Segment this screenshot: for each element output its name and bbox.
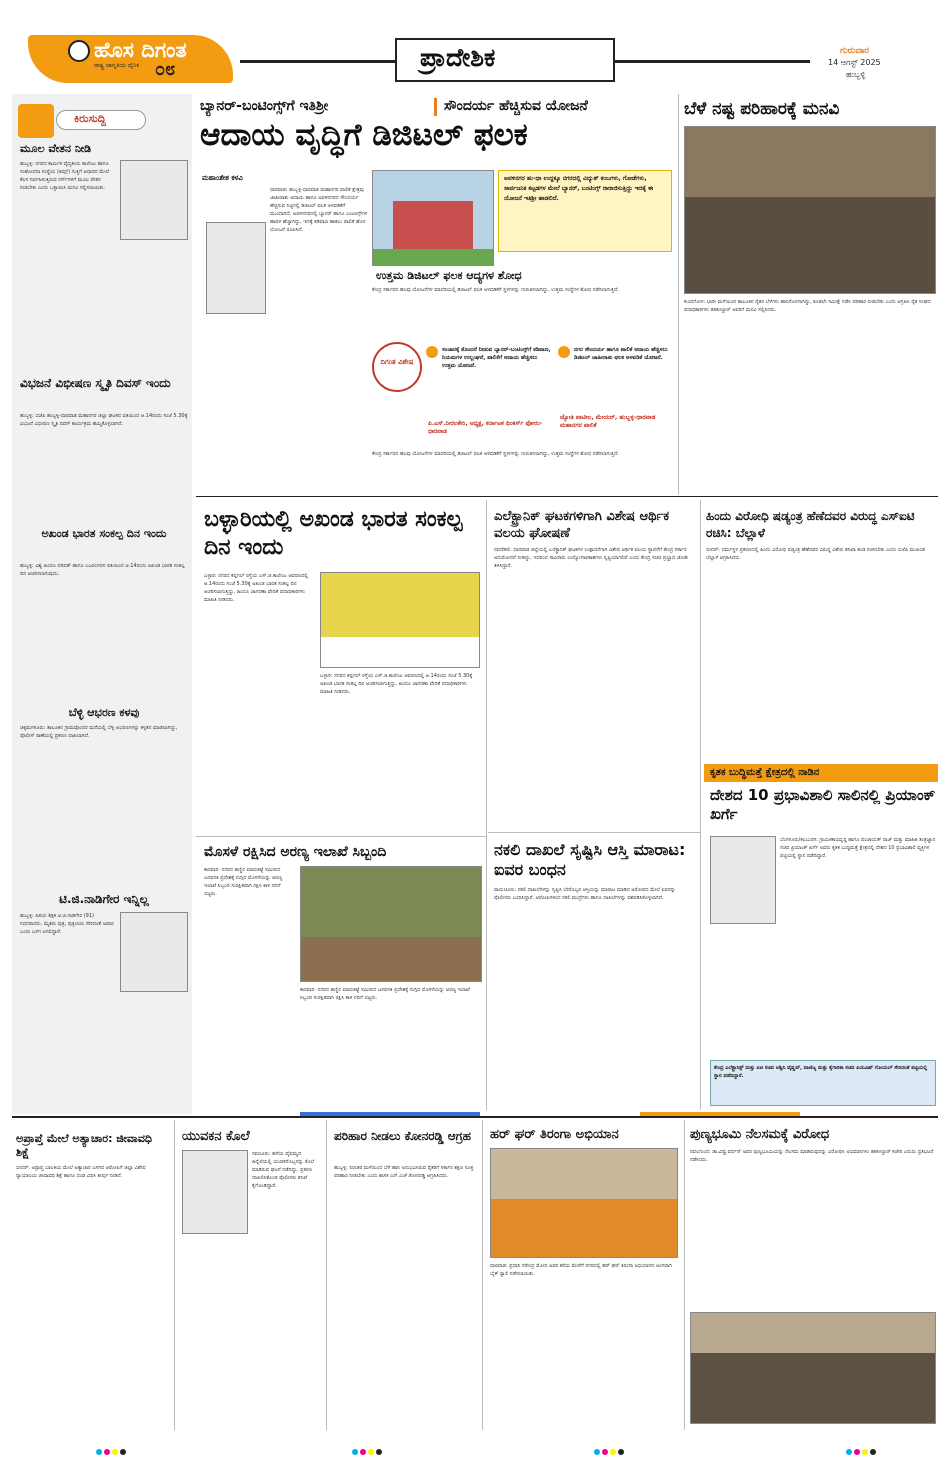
quote-1-mark xyxy=(426,346,438,358)
rally-crowd-shape xyxy=(491,1199,678,1258)
logo-text: ಹೊಸ ದಿಗಂತ xyxy=(94,38,187,62)
priyank-body: ಬೆಂಗಳೂರು/ಕಲಬುರಗಿ: ಗ್ರಾಮೀಣಾಭಿವೃದ್ಧಿ ಹಾಗೂ ಪಂಚಾಯತ್ ರಾಜ್ ಮತ್ತು ಮಾಹಿತಿ ತಂತ್ರಜ್ಞಾನ ಸಚಿವ ಪ್ರಿಯಾಂಕ್ ಖರ್ಗೆ ಅವರು ಕೃತಕ ಬುದ್ಧಿಮತ್ತೆ ಕ್ಷೇತ್ರದಲ್ಲಿ ದೇಶದ 10 ಪ್ರಭಾವಿಶಾಲಿ ವ್ಯಕ್ತಿಗಳ ಪಟ್ಟಿಯಲ್ಲಿ ಸ್ಥಾನ ಪಡೆದಿದ್ದಾರೆ. xyxy=(780,837,936,859)
victim-photo xyxy=(182,1150,248,1234)
masthead xyxy=(0,0,945,92)
brief-header xyxy=(12,100,192,140)
lead-body: ಧಾರವಾಡ: ಹುಬ್ಬಳ್ಳಿ-ಧಾರವಾಡ ಮಹಾನಗರ ಪಾಲಿಕೆ ಕ್ಷೇತ್ರವು ಜಾಹೀರಾತು ಆದಾಯ ಹಾಗೂ ಅವಳಿನಗರದ ಸೌಂದರ್ಯ ಹೆಚ್ಚಿಸುವ ನಿಟ್ಟಿನಲ್ಲಿ ಡಿಜಿಟಲ್ ಫಲಕ ಅಳವಡಿಕೆಗೆ ಮುಂದಾಗಿದೆ. ಅವಳಿನಗರದಲ್ಲಿ ಬ್ಯಾನರ್ ಹಾಗೂ ಬಂಟಿಂಗ್ಸ್‌ಗಳ ಹಾವಳಿ ಹೆಚ್ಚಾಗಿದ್ದು, ಇದಕ್ಕೆ ಕಡಿವಾಣ ಹಾಕಲು ಪಾಲಿಕೆ ಹೊಸ ಯೋಜನೆ ರೂಪಿಸಿದೆ. xyxy=(270,187,368,233)
rally-photo xyxy=(490,1148,678,1258)
special-stamp-text: ದಿಗಂತ ವಿಶೇಷ xyxy=(380,358,414,366)
col-rule-b2 xyxy=(326,1120,327,1430)
section-rule-right xyxy=(615,60,810,63)
ballari-body-2: ಬಳ್ಳಾರಿ: ನಗರದ ಕಪ್ಪಗಲ್ ರಸ್ತೆಯ ಎಸ್.ಜಿ.ಕಾಲೇಜು ಆವರಣದಲ್ಲಿ ಆ.14ರಂದು ಸಂಜೆ 5.30ಕ್ಕೆ ಅಖಂಡ ಭಾರತ ಸಂಕಲ್ಪ ದಿನ ಆಚರಿಸಲಾಗುತ್ತಿದ್ದು, ಹಿಂದೂ ಜಾಗರಣಾ ವೇದಿಕೆ ಪದಾಧಿಕಾರಿಗಳು ಮಾಹಿತಿ ನೀಡಿದರು. xyxy=(320,673,473,695)
bottom-5-title: ಪುಣ್ಯಭೂಮಿ ನೆಲಸಮಕ್ಕೆ ವಿರೋಧ xyxy=(690,1127,830,1142)
col-rule-b3 xyxy=(482,1120,483,1430)
col-rule-2 xyxy=(486,500,487,1110)
brief-1-photo xyxy=(120,160,188,240)
col-rule-1 xyxy=(678,94,679,494)
sub-title: ಉತ್ತಮ ಡಿಜಿಟಲ್ ಫಲಕ ಆದ್ಯಗಳ ಶೋಧ xyxy=(376,269,522,282)
priyank-photo xyxy=(710,836,776,924)
bottom-story-2 xyxy=(178,1120,324,1430)
ballari-headline: ಬಳ್ಳಾರಿಯಲ್ಲಿ ಅಖಂಡ ಭಾರತ ಸಂಕಲ್ಪ ದಿನ ಇಂದು xyxy=(204,507,463,560)
lead-kicker-a: ಬ್ಯಾನರ್-ಬಂಟಿಂಗ್ಸ್‌ಗೆ ಇತಿಶ್ರೀ xyxy=(200,98,329,114)
hand-icon xyxy=(18,104,54,138)
hindu-headline: ಹಿಂದು ವಿರೋಧಿ ಷಡ್ಯಂತ್ರ ಹೆಣೆದವರ ವಿರುದ್ಧ ಎಸ್‌ಐಟಿ ರಚಿಸಿ: ಬೆಲ್ಲಾಳೆ xyxy=(706,509,915,540)
sub-body: ಕೇಂದ್ರ ಸರ್ಕಾರದ ಹಲವು ಯೋಜನೆಗಳ ಮಾದರಿಯಲ್ಲಿ ಡಿಜಿಟಲ್ ಫಲಕ ಅಳವಡಿಕೆಗೆ ಸ್ಥಳಗಳನ್ನು ಗುರುತಿಸಲಾಗಿದ್ದು, ಉತ್ತಮ ಸಂಸ್ಥೆಗಳ ಶೋಧ ನಡೆಸಲಾಗುತ್ತಿದೆ. xyxy=(372,287,620,293)
fraud-story xyxy=(490,836,698,1110)
brief-1-title: ಮೂಲ ವೇತನ ನೀಡಿ xyxy=(20,142,92,155)
ground-shape xyxy=(301,937,482,982)
mayor-photo xyxy=(206,222,266,314)
crowd-shape xyxy=(685,197,936,294)
bottom-4-title: ಹರ್ ಘರ್ ತಿರಂಗಾ ಅಭಿಯಾನ xyxy=(490,1127,619,1142)
protest-crowd-shape xyxy=(691,1353,936,1424)
row-rule-2 xyxy=(196,836,486,837)
electronics-headline: ಎಲೆಕ್ಟ್ರಾನಿಕ್ ಘಟಕಗಳಿಗಾಗಿ ವಿಶೇಷ ಆರ್ಥಿಕ ವಲಯ ಘೋಷಣೆ xyxy=(494,509,670,541)
crop-body: ಕುಂದಗೋಳ: ಭಾರೀ ಮಳೆಯಿಂದ ತಾಲೂಕಿನ ರೈತರ ಬೆಳೆಗಳು ಹಾನಿಗೊಳಗಾಗಿದ್ದು, ಕೂಡಲೇ ಸಮೀಕ್ಷೆ ನಡೆಸಿ ಪರಿಹಾರ ನೀಡಬೇಕು ಎಂದು ಆಗ್ರಹಿಸಿ ರೈತ ಸಂಘದ ಪದಾಧಿಕಾರಿಗಳು ತಹಸೀಲ್ದಾರ್ ಅವರಿಗೆ ಮನವಿ ಸಲ್ಲಿಸಿದರು. xyxy=(684,299,931,313)
hindu-body: ಬೀದರ್: ಧರ್ಮಸ್ಥಳ ಪ್ರಕರಣದಲ್ಲಿ ಹಿಂದು ವಿರೋಧಿ ಷಡ್ಯಂತ್ರ ಹೆಣೆದವರ ವಿರುದ್ಧ ವಿಶೇಷ ತನಿಖಾ ತಂಡ ರಚಿಸಬೇಕು ಎಂದು ಬಿಜೆಪಿ ಮುಖಂಡ ಬೆಲ್ಲಾಳೆ ಆಗ್ರಹಿಸಿದರು. xyxy=(706,547,925,561)
brief-2-body: ಹುಬ್ಬಳ್ಳಿ: ಬಿಜೆಪಿ ಹುಬ್ಬಳ್ಳಿ-ಧಾರವಾಡ ಮಹಾನಗರ ಜಿಲ್ಲಾ ಘಟಕದ ವತಿಯಿಂದ ಆ.14ರಂದು ಸಂಜೆ 5.30ಕ್ಕೆ ವಿಭಜನೆ ವಿಭೀಷಣ ಸ್ಮೃತಿ ದಿವಸ್ ಕಾರ್ಯಕ್ರಮ ಹಮ್ಮಿಕೊಳ್ಳಲಾಗಿದೆ. xyxy=(20,413,188,427)
brief-5-title: ಟಿ.ಜಿ.ನಾಡಿಗೇರ ಇನ್ನಿಲ್ಲ xyxy=(59,892,149,906)
forest-body-2: ಕಾರವಾರ: ನಗರದ ಹಣ್ಣಿನ ಮಾರುಕಟ್ಟೆ ಸಮೀಪದ ಜನವಸತಿ ಪ್ರದೇಶಕ್ಕೆ ನುಗ್ಗಿದ ಮೊಸಳೆಯನ್ನು ಅರಣ್ಯ ಇಲಾಖೆ ಸಿಬ್ಬಂದಿ ಸುರಕ್ಷಿತವಾಗಿ ರಕ್ಷಿಸಿ ಕಾಳಿ ನದಿಗೆ ಬಿಟ್ಟರು. xyxy=(300,987,470,1001)
building-shape xyxy=(393,201,473,251)
row-rule-1 xyxy=(196,496,938,497)
lead-byline: ಮಹಾಂತೇಶ ಕಳವಿ xyxy=(202,174,243,182)
crop-photo xyxy=(684,126,936,294)
electronics-body: ನವದೆಹಲಿ: ಧಾರವಾಡ ಜಿಲ್ಲೆಯಲ್ಲಿ ಎಲೆಕ್ಟ್ರಾನಿಕ್ ಘಟಕಗಳ ಉತ್ಪಾದನೆಗಾಗಿ ವಿಶೇಷ ಆರ್ಥಿಕ ವಲಯ ಸ್ಥಾಪನೆಗೆ ಕೇಂದ್ರ ಸರ್ಕಾರ ಅನುಮೋದನೆ ನೀಡಿದ್ದು, ಇದರಿಂದ ಸಾವಿರಾರು ಉದ್ಯೋಗಾವಕಾಶಗಳು ಸೃಷ್ಟಿಯಾಗಲಿವೆ ಎಂದು ಕೇಂದ್ರ ಸಚಿವ ಪ್ರಲ್ಹಾದ ಜೋಶಿ ತಿಳಿಸಿದ್ದಾರೆ. xyxy=(494,547,688,569)
brief-label: ಕಿರುಸುದ್ದಿ xyxy=(74,112,106,125)
section-rule-left xyxy=(240,60,395,63)
forest-headline: ಮೊಸಳೆ ರಕ್ಷಿಸಿದ ಅರಣ್ಯ ಇಲಾಖೆ ಸಿಬ್ಬಂದಿ xyxy=(204,844,387,860)
bottom-2-body: ಸವಣೂರು: ಹಳೆಯ ವೈಷಮ್ಯದ ಹಿನ್ನೆಲೆಯಲ್ಲಿ ಯುವಕನೊಬ್ಬನನ್ನು ಕೊಲೆ ಮಾಡಿರುವ ಘಟನೆ ನಡೆದಿದ್ದು, ಪ್ರಕರಣ ದಾಖಲಿಸಿಕೊಂಡ ಪೊಲೀಸರು ತನಿಖೆ ಕೈಗೊಂಡಿದ್ದಾರೆ. xyxy=(252,1151,315,1189)
crocodile-photo xyxy=(300,866,482,982)
priyank-kicker: ಕೃತಕ ಬುದ್ಧಿಮತ್ತೆ ಕ್ಷೇತ್ರದಲ್ಲಿ ನಾಡಿನ xyxy=(710,767,820,778)
logo-tagline: ರಾಷ್ಟ್ರ ಜಾಗೃತಿಯ ದೈನಿಕ xyxy=(94,62,140,69)
lead-body-cont: ಕೇಂದ್ರ ಸರ್ಕಾರದ ಹಲವು ಯೋಜನೆಗಳ ಮಾದರಿಯಲ್ಲಿ ಡಿಜಿಟಲ್ ಫಲಕ ಅಳವಡಿಕೆಗೆ ಸ್ಥಳಗಳನ್ನು ಗುರುತಿಸಲಾಗಿದ್ದು, ಉತ್ತಮ ಸಂಸ್ಥೆಗಳ ಶೋಧ ನಡೆಸಲಾಗುತ್ತಿದೆ. xyxy=(372,451,620,457)
col-rule-3 xyxy=(700,500,701,1110)
ballari-body: ಬಳ್ಳಾರಿ: ನಗರದ ಕಪ್ಪಗಲ್ ರಸ್ತೆಯ ಎಸ್.ಜಿ.ಕಾಲೇಜು ಆವರಣದಲ್ಲಿ ಆ.14ರಂದು ಸಂಜೆ 5.30ಕ್ಕೆ ಅಖಂಡ ಭಾರತ ಸಂಕಲ್ಪ ದಿನ ಆಚರಿಸಲಾಗುತ್ತಿದ್ದು, ಹಿಂದೂ ಜಾಗರಣಾ ವೇದಿಕೆ ಪದಾಧಿಕಾರಿಗಳು ಮಾಹಿತಿ ನೀಡಿದರು. xyxy=(204,573,309,603)
hindu-story xyxy=(704,500,938,760)
crop-headline: ಬೆಳೆ ನಷ್ಟ ಪರಿಹಾರಕ್ಕೆ ಮನವಿ xyxy=(684,99,840,119)
brief-5-body: ಹುಬ್ಬಳ್ಳಿ: ಹಿರಿಯ ಶಿಕ್ಷಕ ಟಿ.ಜಿ.ನಾಡಿಗೇರ (91) ನಿಧನರಾದರು. ಮೃತರು ಪುತ್ರ, ಪುತ್ರಿಯರು ಸೇರಿದಂತೆ ಅಪಾರ ಬಂಧು ಬಳಗ ಅಗಲಿದ್ದಾರೆ. xyxy=(20,913,114,935)
logo-icon xyxy=(68,40,90,62)
bottom-1-title: ಅಪ್ರಾಪ್ತೆ ಮೇಲೆ ಅತ್ಯಾಚಾರ: ಜೀವಾವಧಿ ಶಿಕ್ಷೆ xyxy=(16,1132,152,1159)
ballari-story xyxy=(196,500,484,836)
brief-3-body: ಹುಬ್ಬಳ್ಳಿ: ವಿಶ್ವ ಹಿಂದೂ ಪರಿಷತ್ ಹಾಗೂ ಬಜರಂಗದಳ ವತಿಯಿಂದ ಆ.14ರಂದು ಅಖಂಡ ಭಾರತ ಸಂಕಲ್ಪ ದಿನ ಆಚರಿಸಲಾಗುವುದು. xyxy=(20,563,185,577)
registration-marks-2 xyxy=(352,1440,384,1459)
press-table-shape xyxy=(321,637,480,668)
col-rule-b1 xyxy=(174,1120,175,1430)
brief-3-title: ಅಖಂಡ ಭಾರತ ಸಂಕಲ್ಪ ದಿನ ಇಂದು xyxy=(41,527,167,540)
quote-1-text: ಸಂಚಾರಕ್ಕೆ ತೊಂದರೆ ನೀಡುವ ಬ್ಯಾನರ್-ಬಂಟಿಂಗ್ಸ್‌ಗೆ ಕಡಿವಾಣ, ನಿಯಮಗಳ ಉಲ್ಲಂಘನೆ, ಪಾಲಿಕೆಗೆ ಆದಾಯ ಹೆಚ್ಚಿಸಲು ಉತ್ತಮ ಯೋಜನೆ. xyxy=(442,347,551,369)
quote-2-mark xyxy=(558,346,570,358)
highlight-text: ಅವಳಿನಗರ ಹು-ಧಾ ಉದ್ದಕ್ಕೂ ನಗರದಲ್ಲಿ ವಿದ್ಯುತ್ ಕಂಬಗಳು, ಗೋಡೆಗಳು, ಸಾರ್ವಜನಿಕ ಕಟ್ಟಡಗಳ ಮೇಲೆ ಬ್ಯಾನರ್, ಬಂಟಿಂಗ್ಸ್ ರಾರಾಜಿಸುತ್ತಿದ್ದು ಇದಕ್ಕೆ ಈ ಯೋಜನೆ ಇತಿಶ್ರೀ ಹಾಡಲಿದೆ. xyxy=(504,175,654,202)
bottom-story-4 xyxy=(486,1120,682,1430)
brief-4-title: ಬೆಳ್ಳಿ ಆಭರಣ ಕಳವು xyxy=(68,706,140,719)
fraud-body: ರಾಯಚೂರು: ನಕಲಿ ದಾಖಲೆಗಳನ್ನು ಸೃಷ್ಟಿಸಿ ಬೇರೊಬ್ಬರ ಆಸ್ತಿಯನ್ನು ಮಾರಾಟ ಮಾಡಿದ ಆರೋಪದ ಮೇಲೆ ಐವರನ್ನು ಪೊಲೀಸರು ಬಂಧಿಸಿದ್ದಾರೆ. ಆರೋಪಿಗಳಿಂದ ನಕಲಿ ಮುದ್ರೆಗಳು ಹಾಗೂ ದಾಖಲೆಗಳನ್ನು ವಶಪಡಿಸಿಕೊಳ್ಳಲಾಗಿದೆ. xyxy=(494,887,676,901)
bottom-3-title: ಪರಿಹಾರ ನೀಡಲು ಕೋನರಡ್ಡಿ ಆಗ್ರಹ xyxy=(334,1129,471,1143)
registration-marks-4 xyxy=(846,1440,878,1459)
quote-2-text: ನಗರ ಸೌಂದರ್ಯ ಹಾಗೂ ಪಾಲಿಕೆ ಆದಾಯ ಹೆಚ್ಚಿಸಲು ಡಿಜಿಟಲ್ ಜಾಹೀರಾತು ಫಲಕ ಅಳವಡಿಕೆ ಯೋಜನೆ. xyxy=(574,347,668,361)
ballari-photo xyxy=(320,572,480,668)
priyank-box-text: ಕೇಂದ್ರ ಎಲೆಕ್ಟ್ರಾನಿಕ್ಸ್ ಮತ್ತು ಐಟಿ ಸಚಿವ ಅಶ್ವಿನಿ ವೈಷ್ಣವ್, ವಾಣಿಜ್ಯ ಮತ್ತು ಕೈಗಾರಿಕಾ ಸಚಿವ ಪಿಯೂಷ್ ಗೋಯಲ್ ಸೇರಿದಂತೆ ಪಟ್ಟಿಯಲ್ಲಿ ಸ್ಥಾನ ಪಡೆದಿದ್ದಾರೆ. xyxy=(714,1065,928,1079)
row-rule-4 xyxy=(12,1116,938,1118)
bottom-story-3 xyxy=(330,1120,480,1430)
lead-headline: ಆದಾಯ ವೃದ್ಧಿಗೆ ಡಿಜಿಟಲ್ ಫಲಕ xyxy=(200,117,528,153)
bottom-5-body: ನವಲಗುಂದ: ಡಾ.ವಿಷ್ಣುವರ್ಧನ್ ಅವರ ಪುಣ್ಯಭೂಮಿಯನ್ನು ನೆಲಸಮ ಮಾಡಿರುವುದನ್ನು ವಿರೋಧಿಸಿ ಅಭಿಮಾನಿಗಳು ತಹಸೀಲ್ದಾರ್ ಕಚೇರಿ ಎದುರು ಪ್ರತಿಭಟನೆ ನಡೆಸಿದರು. xyxy=(690,1149,934,1163)
brief-2-title: ವಿಭಜನೆ ವಿಭೀಷಣ ಸ್ಮೃತಿ ದಿವಸ್ ಇಂದು xyxy=(20,376,171,390)
quote-2-attribution: ಜ್ಯೋತಿ ಪಾಟೀಲ, ಮೇಯರ್, ಹುಬ್ಬಳ್ಳಿ-ಧಾರವಾಡ ಮಹಾನಗರ ಪಾಲಿಕೆ xyxy=(560,414,656,429)
bottom-2-title: ಯುವಕನ ಕೊಲೆ xyxy=(182,1129,250,1144)
brief-4-body: ಚಿಕ್ಕಮಗಳೂರು: ತಾಲೂಕಿನ ಗ್ರಾಮವೊಂದರ ಮನೆಯಲ್ಲಿ ಬೆಳ್ಳಿ ಆಭರಣಗಳನ್ನು ಕಳ್ಳತನ ಮಾಡಲಾಗಿದ್ದು, ಪೊಲೀಸ್ ಠಾಣೆಯಲ್ಲಿ ಪ್ರಕರಣ ದಾಖಲಾಗಿದೆ. xyxy=(20,725,178,739)
quote-1-attribution: ಪಿ.ಎಸ್.ನೀರಲಕೇರಿ, ಅಧ್ಯಕ್ಷ, ಕರ್ನಾಟಕ ಥಿಂಕರ್ಸ್ ಫೋರಂ-ಧಾರವಾಡ xyxy=(428,420,543,435)
priyank-headline: ದೇಶದ 10 ಪ್ರಭಾವಿಶಾಲಿ ಸಾಲಿನಲ್ಲಿ ಪ್ರಿಯಾಂಕ್ ಖರ್ಗೆ xyxy=(710,786,936,823)
bottom-story-5 xyxy=(688,1120,938,1430)
municipal-building-photo xyxy=(372,170,494,266)
day: ಗುರುವಾರ xyxy=(840,46,870,56)
forest-story xyxy=(196,838,486,1110)
city: ಹುಬ್ಬಳ್ಳಿ xyxy=(846,70,866,79)
lawn-shape xyxy=(373,249,494,266)
bottom-accent-right xyxy=(640,1112,800,1116)
crop-story xyxy=(682,94,938,494)
col-rule-b4 xyxy=(684,1120,685,1430)
date: 14 ಆಗಸ್ಟ್ 2025 xyxy=(828,58,881,67)
fraud-headline: ನಕಲಿ ದಾಖಲೆ ಸೃಷ್ಟಿಸಿ ಆಸ್ತಿ ಮಾರಾಟ: ಐವರ ಬಂಧನ xyxy=(494,840,686,879)
electronics-story xyxy=(490,500,698,830)
brief-1-body: ಹುಬ್ಬಳ್ಳಿ: ನಗರದ ಕಾರ್ಮಿಕ ವೈದ್ಯಕೀಯ ಕಾಲೇಜು ಹಾಗೂ ಸಂಶೋಧನಾ ಸಂಸ್ಥೆಯ (ಕಿಮ್ಸ್) ಗುತ್ತಿಗೆ ಆಧಾರದ ಮೇಲೆ ಕೆಲಸ ನಿರ್ವಹಿಸುತ್ತಿರುವ ನರ್ಸ್‌ಗಳಿಗೆ ಮೂಲ ವೇತನ ನೀಡಬೇಕು ಎಂದು ಒತ್ತಾಯಿಸಿ ಮನವಿ ಸಲ್ಲಿಸಲಾಯಿತು. xyxy=(20,161,110,191)
forest-body: ಕಾರವಾರ: ನಗರದ ಹಣ್ಣಿನ ಮಾರುಕಟ್ಟೆ ಸಮೀಪದ ಜನವಸತಿ ಪ್ರದೇಶಕ್ಕೆ ನುಗ್ಗಿದ ಮೊಸಳೆಯನ್ನು ಅರಣ್ಯ ಇಲಾಖೆ ಸಿಬ್ಬಂದಿ ಸುರಕ್ಷಿತವಾಗಿ ರಕ್ಷಿಸಿ ಕಾಳಿ ನದಿಗೆ ಬಿಟ್ಟರು. xyxy=(204,867,283,897)
bottom-3-body: ಹುಬ್ಬಳ್ಳಿ: ನಿರಂತರ ಮಳೆಯಿಂದ ಬೆಳೆ ಹಾನಿ ಅನುಭವಿಸಿರುವ ರೈತರಿಗೆ ಸರ್ಕಾರ ತಕ್ಷಣ ಸೂಕ್ತ ಪರಿಹಾರ ನೀಡಬೇಕು ಎಂದು ಶಾಸಕ ಎನ್.ಎಚ್.ಕೋನರಡ್ಡಿ ಆಗ್ರಹಿಸಿದರು. xyxy=(334,1165,474,1179)
page-number: ೦೮ xyxy=(155,59,176,80)
row-rule-3 xyxy=(488,832,700,833)
bottom-1-body: ಬೀದರ್: ಅಪ್ರಾಪ್ತ ಬಾಲಕಿಯ ಮೇಲೆ ಅತ್ಯಾಚಾರ ಎಸಗಿದ ಆರೋಪಿಗೆ ಜಿಲ್ಲಾ ವಿಶೇಷ ನ್ಯಾಯಾಲಯ ಜೀವಾವಧಿ ಶಿಕ್ಷೆ ಹಾಗೂ ದಂಡ ವಿಧಿಸಿ ತೀರ್ಪು ನೀಡಿದೆ. xyxy=(16,1165,146,1179)
brief-5-photo xyxy=(120,912,188,992)
kicker-divider xyxy=(434,98,437,116)
registration-marks-3 xyxy=(594,1440,626,1459)
special-stamp xyxy=(372,342,422,392)
protest-photo xyxy=(690,1312,936,1424)
section-title: ಪ್ರಾದೇಶಿಕ xyxy=(420,43,496,72)
lead-kicker-b: ಸೌಂದರ್ಯ ಹೆಚ್ಚಿಸುವ ಯೋಜನೆ xyxy=(444,98,588,114)
priyank-story xyxy=(704,764,938,1110)
bottom-story-1 xyxy=(12,1120,172,1430)
lead-story xyxy=(196,94,676,494)
registration-marks xyxy=(96,1440,128,1459)
bottom-accent-left xyxy=(300,1112,480,1116)
bottom-4-body: ಧಾರವಾಡ: ಪ್ರಧಾನಿ ನರೇಂದ್ರ ಮೋದಿ ಅವರ ಕರೆಯ ಮೇರೆಗೆ ನಗರದಲ್ಲಿ ಹರ್ ಘರ್ ತಿರಂಗಾ ಅಭಿಯಾನದ ಅಂಗವಾಗಿ ಬೈಕ್ ರ‍್ಯಾಲಿ ನಡೆಸಲಾಯಿತು. xyxy=(490,1263,672,1277)
